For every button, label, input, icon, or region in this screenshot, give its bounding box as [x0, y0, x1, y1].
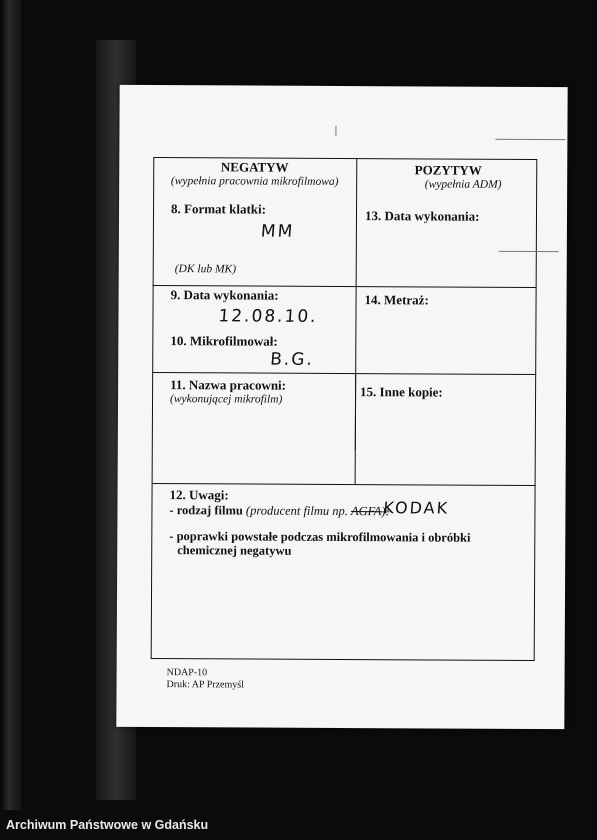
field-8-value: MM — [260, 221, 296, 242]
pozytyw-subtitle: (wypełnia ADM) — [424, 178, 502, 191]
field-15-label: 15. Inne kopie: — [360, 384, 443, 400]
film-type-label: - rodzaj filmu — [169, 503, 243, 518]
field-14-label: 14. Metraż: — [364, 292, 429, 308]
field-10-value: B.G. — [269, 349, 315, 370]
field-10-label: 10. Mikrofilmował: — [170, 333, 278, 349]
scan-edge — [0, 0, 22, 810]
field-8-hint: (DK lub MK) — [174, 263, 237, 276]
form-code: NDAP-10 — [166, 667, 208, 679]
pozytyw-title: POZYTYW — [414, 162, 482, 178]
scan-speck — [495, 139, 565, 140]
field-12-film-value: KODAK — [382, 498, 450, 518]
negatyw-title: NEGATYW — [220, 159, 289, 175]
field-12-corrections-line2: chemicznej negatywu — [177, 543, 292, 558]
scan-speck — [335, 126, 336, 136]
field-11-subtitle: (wykonującej mikrofilm) — [170, 393, 283, 406]
print-info: Druk: AP Przemyśl — [166, 679, 244, 691]
film-example: AGFA): — [350, 504, 390, 519]
field-11-label: 11. Nazwa pracowni: — [170, 377, 287, 393]
field-13-label: 13. Data wykonania: — [364, 208, 480, 224]
form-border — [151, 157, 538, 661]
negatyw-subtitle: (wypełnia pracownia mikrofilmowa) — [170, 175, 339, 188]
field-12-film-line — [169, 503, 389, 519]
form-card — [116, 85, 567, 729]
archive-label: Archiwum Państwowe w Gdańsku — [6, 818, 209, 832]
field-9-value: 12.08.10. — [217, 306, 319, 327]
field-12-corrections-line1: - poprawki powstałe podczas mikrofilmowania i obróbki — [169, 529, 471, 545]
form-footer — [167, 667, 245, 691]
field-9-label: 9. Data wykonania: — [170, 287, 279, 303]
field-12-label: 12. Uwagi: — [169, 487, 229, 503]
film-producer-hint: (producent filmu np. — [245, 503, 348, 519]
form-sheet — [151, 157, 538, 661]
field-8-label: 8. Format klatki: — [170, 201, 267, 217]
